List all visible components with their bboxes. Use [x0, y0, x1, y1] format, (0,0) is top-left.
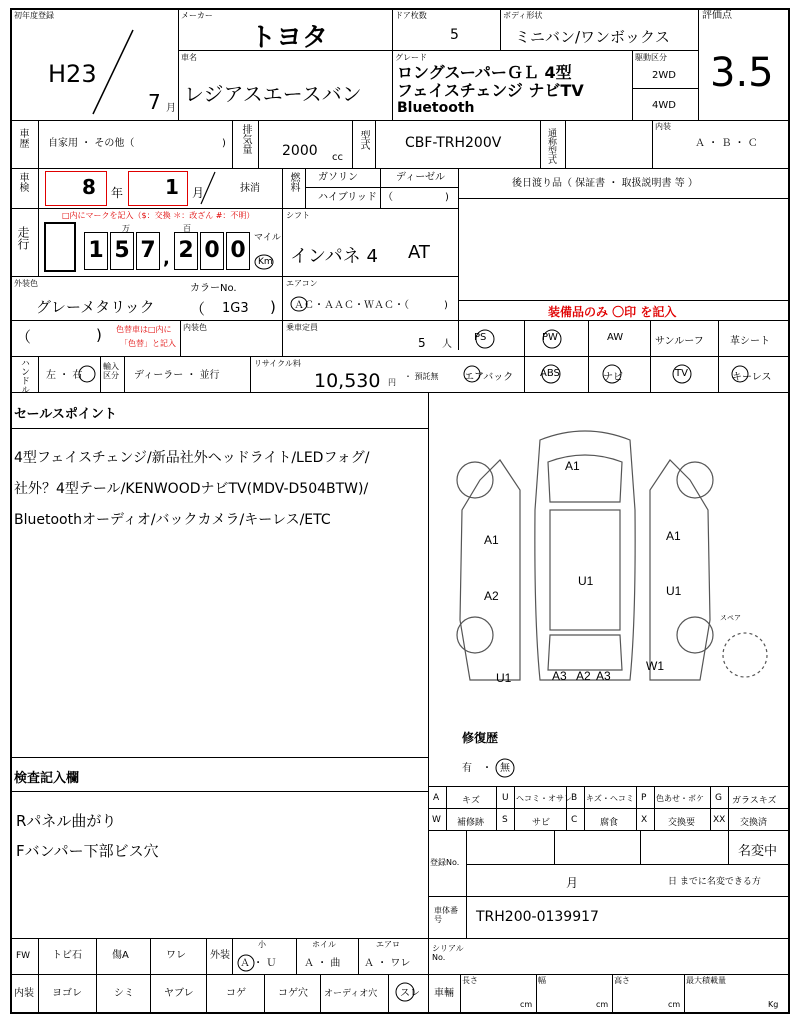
diagram-label: A2 — [576, 669, 591, 683]
scratch-circle — [394, 981, 416, 1003]
equipment-pw: PW — [542, 332, 558, 343]
history-label: 車歴 — [17, 128, 28, 148]
equipment-ps: PS — [474, 332, 487, 343]
dims-length-cm: cm — [520, 1000, 533, 1009]
bottom-int-item: コゲ穴 — [278, 988, 308, 999]
mileage-digit-2: 5 — [110, 232, 134, 270]
aircon-circle — [290, 296, 310, 312]
equipment-leather: 革シート — [730, 336, 770, 347]
code-p-desc: 色あせ・ボケ — [656, 794, 704, 803]
diagram-label: A1 — [484, 533, 499, 547]
code-w-desc: 補修跡 — [457, 818, 485, 828]
body-shape-label: ボディ形状 — [503, 11, 543, 20]
tv-circle — [670, 364, 694, 384]
capacity-unit: 人 — [442, 339, 452, 350]
inspection-month-box — [128, 171, 188, 206]
mileage-km-circle — [254, 254, 274, 270]
diagram-label: A1 — [666, 529, 681, 543]
recycle-unit: 円 — [388, 378, 396, 387]
interior-options: Ａ ・ Ｂ ・ Ｃ — [695, 138, 758, 149]
maker-label: メーカー — [181, 11, 213, 20]
code-a: A — [433, 793, 440, 803]
fuel-gas: ガソリン — [318, 172, 358, 183]
car-name-value: レジアスエースバン — [184, 82, 362, 106]
diagram-label: A1 — [565, 459, 580, 473]
equipment-keyless: キーレス — [732, 372, 772, 383]
inspection-year-unit: 年 — [111, 186, 124, 200]
recycle-deposit: ・ 預託無 — [404, 372, 439, 381]
reg-slash — [88, 28, 138, 118]
inspection-year: 8 — [82, 175, 96, 199]
grade-line1: ロングスーパーＧＬ 4型 — [397, 63, 572, 82]
code-x-desc: 交換要 — [668, 818, 696, 828]
score-value: 3.5 — [710, 50, 774, 96]
pw-circle — [540, 328, 564, 350]
mileage-digit-1: 1 — [84, 232, 108, 270]
code-p: P — [641, 793, 647, 803]
fuel-other-close: ) — [445, 192, 449, 203]
inspection-year-box — [45, 171, 107, 206]
color-change-note1: 色替車は□内に — [116, 325, 172, 334]
displacement-unit: cc — [332, 152, 343, 163]
fuel-hybrid: ハイブリッド — [318, 192, 377, 203]
bottom-int-item: オーディオ穴 — [324, 989, 378, 999]
bottom-int-label: 内装 — [14, 988, 34, 999]
mileage-comma: , — [163, 248, 170, 269]
color-change-open: （ — [16, 328, 32, 346]
bottom-int-item: ヤブレ — [164, 988, 194, 999]
maker-value: トヨタ — [250, 23, 329, 53]
diagram-label: A2 — [484, 589, 499, 603]
mileage-unit-km: Km — [258, 257, 273, 267]
reg-no-label: 登録No. — [430, 858, 460, 867]
sales-points-line3: Bluetoothオーディオ/バックカメラ/キーレス/ETC — [14, 512, 331, 528]
exterior-value: グレーメタリック — [36, 298, 155, 316]
equipment-sunroof: サンルーフ — [655, 336, 704, 347]
equipment-aw: AW — [607, 332, 624, 343]
handle-label: ハンドル — [19, 358, 29, 394]
name-change-label: 名変中 — [738, 844, 778, 859]
bottom-fw-item: ワレ — [166, 950, 186, 961]
drive-label: 駆動区分 — [635, 53, 667, 62]
model-value: CBF-TRH200V — [405, 135, 502, 151]
repair-no: 無 — [500, 763, 510, 774]
shift-label: シフト — [286, 211, 310, 220]
mileage-man-label: 万 — [122, 224, 130, 233]
exterior-label: 外装色 — [14, 279, 38, 288]
code-u-desc: ヘコミ・オサレ — [516, 794, 572, 803]
grade-label: グレード — [395, 53, 427, 62]
color-no-open: （ — [190, 300, 206, 318]
grade-line2: フェイスチェンジ ナビTV — [397, 81, 584, 100]
abs-circle — [540, 364, 564, 384]
inspector-label: 検査記入欄 — [14, 771, 80, 786]
capacity-label: 乗車定員 — [286, 323, 318, 332]
model-label: 型式 — [358, 130, 369, 150]
code-u: U — [502, 793, 509, 803]
fuel-diesel: ディーゼル — [396, 172, 445, 183]
bottom-int-item: コゲ — [226, 988, 246, 999]
equipment-tv: TV — [675, 368, 688, 379]
body-shape-value: ミニバン/ワンボックス — [515, 28, 670, 46]
name-change-month: 月 — [566, 876, 579, 890]
dims-length: 長さ — [462, 976, 478, 985]
dims-height-cm: cm — [668, 1000, 681, 1009]
repair-label: 修復歴 — [462, 731, 499, 745]
code-xx-desc: 交換済 — [740, 818, 768, 828]
bottom-wheel-value: Ａ ・ 曲 — [304, 958, 341, 969]
serial-label: シリアルNo. — [432, 944, 464, 962]
bottom-wheel-label: ホイル — [312, 940, 336, 949]
fuel-label: 燃料 — [288, 172, 299, 192]
code-xx: XX — [713, 815, 726, 825]
mileage-digit-6: 0 — [226, 232, 250, 270]
reg-label: 初年度登録 — [14, 11, 54, 20]
recycle-label: リサイクル料 — [254, 359, 301, 368]
dims-height: 高さ — [614, 976, 630, 985]
mileage-mark-box — [44, 222, 76, 272]
repair-yes: 有 — [462, 763, 472, 774]
bottom-aero-value: Ａ ・ ワレ — [364, 958, 411, 969]
equipment-airbag: エアバック — [464, 372, 514, 383]
displacement-value: 2000 — [282, 143, 318, 159]
spare-label: スペア — [720, 615, 741, 622]
color-no-label: カラーNo. — [190, 283, 237, 294]
bottom-int-item: スレ — [400, 988, 420, 999]
color-no-value: 1G3 — [222, 301, 249, 316]
small-a-circle — [236, 953, 256, 973]
repair-no-circle — [495, 757, 517, 779]
code-g-desc: ガラスキズ — [732, 796, 777, 806]
code-b-desc: キズ・ヘコミ — [586, 794, 634, 803]
doors-label: ドア枚数 — [395, 11, 427, 20]
inspection-label: 車検 — [17, 172, 28, 192]
reg-era-year: H23 — [48, 60, 97, 88]
bottom-small-value: Ａ ・ Ｕ — [240, 958, 277, 969]
code-w: W — [432, 815, 441, 825]
bottom-int-item: ヨゴレ — [52, 988, 82, 999]
name-change-day-note: 日 までに名変できる方 — [668, 877, 761, 887]
mileage-hyaku-label: 百 — [183, 224, 191, 233]
code-c-desc: 腐食 — [600, 818, 619, 828]
capacity-value: 5 — [418, 336, 426, 350]
drive-2wd: 2WD — [652, 70, 676, 81]
ps-circle — [474, 328, 498, 350]
history-close: ) — [222, 138, 226, 149]
documents-label: 後日渡り品（ 保証書 ・ 取扱説明書 等 ） — [512, 178, 698, 189]
bottom-fw-item: トビ石 — [52, 950, 82, 961]
drive-4wd: 4WD — [652, 100, 676, 111]
code-s: S — [502, 815, 508, 825]
dims-label: 車輛 — [434, 988, 454, 999]
sales-points-line2: 社外？4型テール/KENWOODナビTV(MDV-D504BTW)/ — [14, 481, 369, 497]
dims-width-cm: cm — [596, 1000, 609, 1009]
inspection-month-unit: 月 — [192, 186, 205, 200]
bottom-small-label: 小 — [258, 940, 266, 949]
aircon-label: エアコン — [286, 279, 318, 288]
color-no-close: ) — [270, 298, 276, 316]
fuel-other: （ — [383, 192, 393, 203]
diagram-label: A3 — [552, 669, 567, 683]
mileage-digit-5: 0 — [200, 232, 224, 270]
handle-circle — [78, 364, 98, 384]
aircon-value: ＡＣ・ＡＡＣ・ＷＡＣ・（ — [294, 300, 409, 311]
airbag-circle — [462, 364, 484, 384]
mileage-note: □内にマークを記入（$：交換 ＊：改ざん #：不明） — [62, 211, 255, 220]
vin-value: TRH200-0139917 — [476, 909, 599, 925]
inspection-month: 1 — [165, 175, 179, 199]
interior-color-label: 内装色 — [183, 323, 207, 332]
bottom-ext-label: 外装 — [210, 950, 230, 961]
color-change-note2: 「色替」と記入 — [120, 339, 176, 348]
repair-dot: ・ — [482, 763, 492, 774]
mileage-digit-3: 7 — [136, 232, 160, 270]
diagram-label: A3 — [596, 669, 611, 683]
dims-load-kg: Kg — [768, 1000, 779, 1009]
code-g: G — [715, 793, 722, 803]
inspector-line2: Fバンパー下部ビス穴 — [16, 842, 159, 860]
diagram-label: W1 — [646, 659, 664, 673]
navi-circle — [601, 364, 625, 384]
aircon-close: ) — [444, 300, 448, 311]
code-b: B — [571, 793, 578, 803]
mileage-label: 走行 — [16, 226, 30, 250]
mileage-unit-mile: マイル — [254, 233, 281, 243]
code-a-desc: キズ — [462, 796, 480, 806]
dims-load: 最大積載量 — [686, 976, 726, 985]
reg-month-unit: 月 — [166, 103, 176, 114]
bottom-fw-item: 傷A — [112, 950, 129, 961]
import-label: 輸入区分 — [103, 362, 119, 380]
doors-value: 5 — [450, 27, 459, 43]
car-damage-diagram — [440, 420, 780, 700]
recycle-value: 10,530 — [314, 370, 381, 392]
diagram-label: U1 — [578, 574, 594, 588]
sales-points-label: セールスポイント — [14, 407, 117, 422]
diagram-label: U1 — [666, 584, 682, 598]
keyless-circle — [730, 364, 752, 384]
code-x: X — [641, 815, 648, 825]
color-change-close: ) — [96, 326, 102, 344]
inspector-line1: Rパネル曲がり — [16, 812, 117, 830]
displacement-label: 排気量 — [240, 124, 251, 154]
interior-label: 内装 — [655, 122, 671, 131]
bottom-aero-label: エアロ — [376, 940, 400, 949]
code-s-desc: サビ — [532, 818, 551, 828]
sales-points-line1: 4型フェイスチェンジ/新品社外ヘッドライト/LEDフォグ/ — [14, 450, 370, 466]
bottom-int-item: シミ — [114, 988, 134, 999]
vin-label: 車体番号 — [434, 906, 458, 924]
score-label: 評価点 — [702, 10, 732, 21]
shift-type: AT — [408, 242, 430, 263]
grade-line3: Bluetooth — [397, 100, 475, 116]
car-name-label: 車名 — [181, 53, 197, 62]
shift-value: インパネ 4 — [290, 246, 378, 267]
mileage-digit-4: 2 — [174, 232, 198, 270]
handle-value: 左 ・ 右 — [46, 370, 83, 381]
code-c: C — [571, 815, 578, 825]
diagram-label: U1 — [496, 671, 512, 685]
equipment-label: 装備品のみ 〇印 を記入 — [548, 305, 677, 319]
model-code-label: 通称型式 — [546, 128, 556, 164]
bottom-fw: FW — [16, 951, 31, 961]
import-value: ディーラー ・ 並行 — [134, 370, 220, 381]
equipment-navi: ナビ — [603, 372, 623, 383]
equipment-abs: ABS — [540, 368, 560, 379]
history-text: 自家用 ・ その他（ — [48, 138, 135, 149]
inspection-slash — [198, 170, 218, 206]
reg-month: 7 — [148, 90, 161, 114]
dims-width: 幅 — [538, 976, 546, 985]
inspection-cancelled: 抹消 — [240, 183, 260, 194]
